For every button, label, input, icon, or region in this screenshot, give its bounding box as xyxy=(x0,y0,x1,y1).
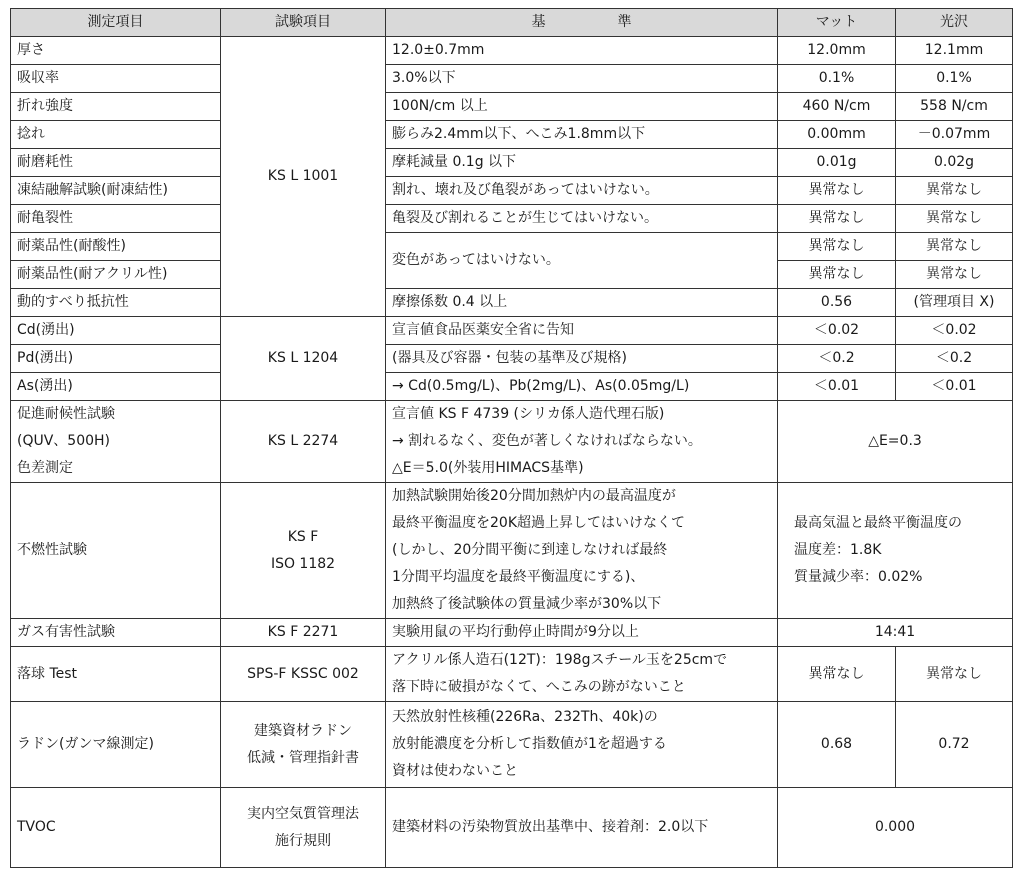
test-line: 低減・管理指針書 xyxy=(247,749,359,766)
item-line: 色差測定 xyxy=(17,460,73,476)
result-cell: △E=0.3 xyxy=(778,401,1013,483)
standard-cell-fire xyxy=(386,483,778,619)
table-row xyxy=(11,177,1013,205)
gloss-cell: ＜0.2 xyxy=(896,345,1013,373)
test-line: 施行規則 xyxy=(275,832,331,849)
matte-cell: 異常なし xyxy=(778,205,896,233)
standard-cell: 100N/cm 以上 xyxy=(386,93,778,121)
test-cell: SPS-F KSSC 002 xyxy=(221,647,386,702)
item-cell: 耐磨耗性 xyxy=(11,149,221,177)
standard-line: 1分間平均温度を最終平衡温度にする)、 xyxy=(392,569,645,585)
header-measure-item: 測定項目 xyxy=(11,9,221,37)
standard-line: 最終平衡温度を20K超過上昇してはいけなくて xyxy=(392,515,685,531)
test-cell: KS F 2271 xyxy=(221,619,386,647)
gloss-cell: 0.02g xyxy=(896,149,1013,177)
standard-cell: 亀裂及び割れることが生じてはいけない。 xyxy=(386,205,778,233)
standard-line: 落下時に破損がなくて、へこみの跡がないこと xyxy=(392,679,686,695)
gloss-cell: －0.07mm xyxy=(896,121,1013,149)
matte-cell: 異常なし xyxy=(778,261,896,289)
standard-line: (しかし、20分間平衡に到達しなければ最終 xyxy=(392,542,668,558)
matte-cell: ＜0.02 xyxy=(778,317,896,345)
item-cell: Cd(湧出) xyxy=(11,317,221,345)
table-row xyxy=(11,233,1013,261)
table-row xyxy=(11,37,1013,65)
matte-cell: ＜0.2 xyxy=(778,345,896,373)
table-row-fire xyxy=(11,483,1013,619)
gloss-cell: ＜0.02 xyxy=(896,317,1013,345)
standard-cell-weather xyxy=(386,401,778,483)
standard-cell: 膨らみ2.4mm以下、へこみ1.8mm以下 xyxy=(386,121,778,149)
item-cell: 耐薬品性(耐酸性) xyxy=(11,233,221,261)
test-cell-tvoc xyxy=(221,788,386,868)
gloss-cell: ＜0.01 xyxy=(896,373,1013,401)
standard-line: 加熱試験開始後20分間加熱炉内の最高温度が xyxy=(392,488,676,504)
table-row xyxy=(11,317,1013,345)
standard-cell: 12.0±0.7mm xyxy=(386,37,778,65)
matte-cell: 0.68 xyxy=(778,702,896,788)
matte-cell: 異常なし xyxy=(778,177,896,205)
gloss-cell: 異常なし xyxy=(896,177,1013,205)
item-cell: TVOC xyxy=(11,788,221,868)
item-cell-weather xyxy=(11,401,221,483)
table-row xyxy=(11,289,1013,317)
gloss-cell: 558 N/cm xyxy=(896,93,1013,121)
standard-line: △E＝5.0(外装用HIMACS基準) xyxy=(392,460,584,476)
matte-cell: 0.56 xyxy=(778,289,896,317)
header-gloss: 光沢 xyxy=(896,9,1013,37)
matte-cell: 0.01g xyxy=(778,149,896,177)
gloss-cell: 異常なし xyxy=(896,233,1013,261)
test-line: ISO 1182 xyxy=(270,555,336,572)
item-cell: As(湧出) xyxy=(11,373,221,401)
table-row-tvoc xyxy=(11,788,1013,868)
standard-cell-ball xyxy=(386,647,778,702)
item-line: (QUV、500H) xyxy=(17,433,111,449)
gloss-cell: 0.1% xyxy=(896,65,1013,93)
item-cell: 捻れ xyxy=(11,121,221,149)
table-row-weather xyxy=(11,401,1013,483)
test-cell-radon xyxy=(221,702,386,788)
gloss-cell: 12.1mm xyxy=(896,37,1013,65)
header-standard-a: 基 xyxy=(531,14,546,30)
header-test-item: 試験項目 xyxy=(221,9,386,37)
table-row xyxy=(11,121,1013,149)
item-cell: 厚さ xyxy=(11,37,221,65)
table-row xyxy=(11,65,1013,93)
standard-line: 加熱終了後試験体の質量減少率が30%以下 xyxy=(392,596,662,612)
table-row-ball xyxy=(11,647,1013,702)
item-cell: 吸収率 xyxy=(11,65,221,93)
standard-cell: 3.0%以下 xyxy=(386,65,778,93)
matte-cell: 12.0mm xyxy=(778,37,896,65)
matte-cell: 460 N/cm xyxy=(778,93,896,121)
standard-cell-chemical: 変色があってはいけない。 xyxy=(386,233,778,289)
standard-cell: 摩擦係数 0.4 以上 xyxy=(386,289,778,317)
item-cell: 不燃性試験 xyxy=(11,483,221,619)
matte-cell: ＜0.01 xyxy=(778,373,896,401)
result-line: 質量減少率：0.02% xyxy=(794,569,923,585)
gloss-cell: 異常なし xyxy=(896,205,1013,233)
header-matte: マット xyxy=(778,9,896,37)
test-line: 実内空気質管理法 xyxy=(247,805,359,822)
matte-cell: 異常なし xyxy=(778,233,896,261)
test-line: 建築資材ラドン xyxy=(254,722,352,739)
item-cell: 耐薬品性(耐アクリル性) xyxy=(11,261,221,289)
table-row-gas xyxy=(11,619,1013,647)
gloss-cell: (管理項目 X) xyxy=(896,289,1013,317)
item-cell: 動的すべり抵抗性 xyxy=(11,289,221,317)
result-line: 最高気温と最終平衡温度の xyxy=(794,515,962,531)
result-cell-fire xyxy=(778,483,1013,619)
item-cell: 落球 Test xyxy=(11,647,221,702)
item-cell: ガス有害性試験 xyxy=(11,619,221,647)
header-standard-b: 準 xyxy=(617,14,632,30)
gloss-cell: 0.72 xyxy=(896,702,1013,788)
item-cell: Pd(湧出) xyxy=(11,345,221,373)
test-cell-ksl1204: KS L 1204 xyxy=(221,317,386,401)
result-cell: 14:41 xyxy=(778,619,1013,647)
test-line: KS F xyxy=(287,528,319,545)
table-row-radon xyxy=(11,702,1013,788)
table-row xyxy=(11,345,1013,373)
standard-line: 資材は使わないこと xyxy=(392,763,518,779)
test-results-table xyxy=(10,8,1013,868)
gloss-cell: 異常なし xyxy=(896,647,1013,702)
standard-line: 宣言値 KS F 4739 (シリカ係人造代理石版) xyxy=(392,406,665,422)
header-standard xyxy=(386,9,778,37)
standard-cell: (器具及び容器・包装の基準及び規格) xyxy=(386,345,778,373)
item-cell: 折れ強度 xyxy=(11,93,221,121)
standard-line: 天然放射性核種(226Ra、232Th、40k)の xyxy=(392,709,658,725)
item-line: 促進耐候性試験 xyxy=(17,406,115,422)
table-row xyxy=(11,373,1013,401)
table-row xyxy=(11,205,1013,233)
standard-cell: 宣言値食品医薬安全省に告知 xyxy=(386,317,778,345)
matte-cell: 異常なし xyxy=(778,647,896,702)
standard-line: → 割れるなく、変色が著しくなければならない。 xyxy=(392,433,702,449)
standard-cell-radon xyxy=(386,702,778,788)
gloss-cell: 異常なし xyxy=(896,261,1013,289)
test-cell-ksl1001: KS L 1001 xyxy=(221,37,386,317)
table-row xyxy=(11,93,1013,121)
result-line: 温度差：1.8K xyxy=(794,542,882,558)
result-cell: 0.000 xyxy=(778,788,1013,868)
standard-cell: → Cd(0.5mg/L)、Pb(2mg/L)、As(0.05mg/L) xyxy=(386,373,778,401)
table-row xyxy=(11,149,1013,177)
standard-cell: 実験用鼠の平均行動停止時間が9分以上 xyxy=(386,619,778,647)
matte-cell: 0.00mm xyxy=(778,121,896,149)
item-cell: 凍結融解試験(耐凍結性) xyxy=(11,177,221,205)
standard-line: 放射能濃度を分析して指数値が1を超過する xyxy=(392,736,667,752)
header-row xyxy=(11,9,1013,37)
standard-cell: 割れ、壊れ及び亀裂があってはいけない。 xyxy=(386,177,778,205)
test-cell: KS L 2274 xyxy=(221,401,386,483)
item-cell: ラドン(ガンマ線測定) xyxy=(11,702,221,788)
standard-line: アクリル係人造石(12T)：198gスチール玉を25cmで xyxy=(392,652,728,668)
test-cell-fire xyxy=(221,483,386,619)
standard-cell: 摩耗減量 0.1g 以下 xyxy=(386,149,778,177)
matte-cell: 0.1% xyxy=(778,65,896,93)
standard-cell: 建築材料の汚染物質放出基準中、接着剤：2.0以下 xyxy=(386,788,778,868)
item-cell: 耐亀裂性 xyxy=(11,205,221,233)
